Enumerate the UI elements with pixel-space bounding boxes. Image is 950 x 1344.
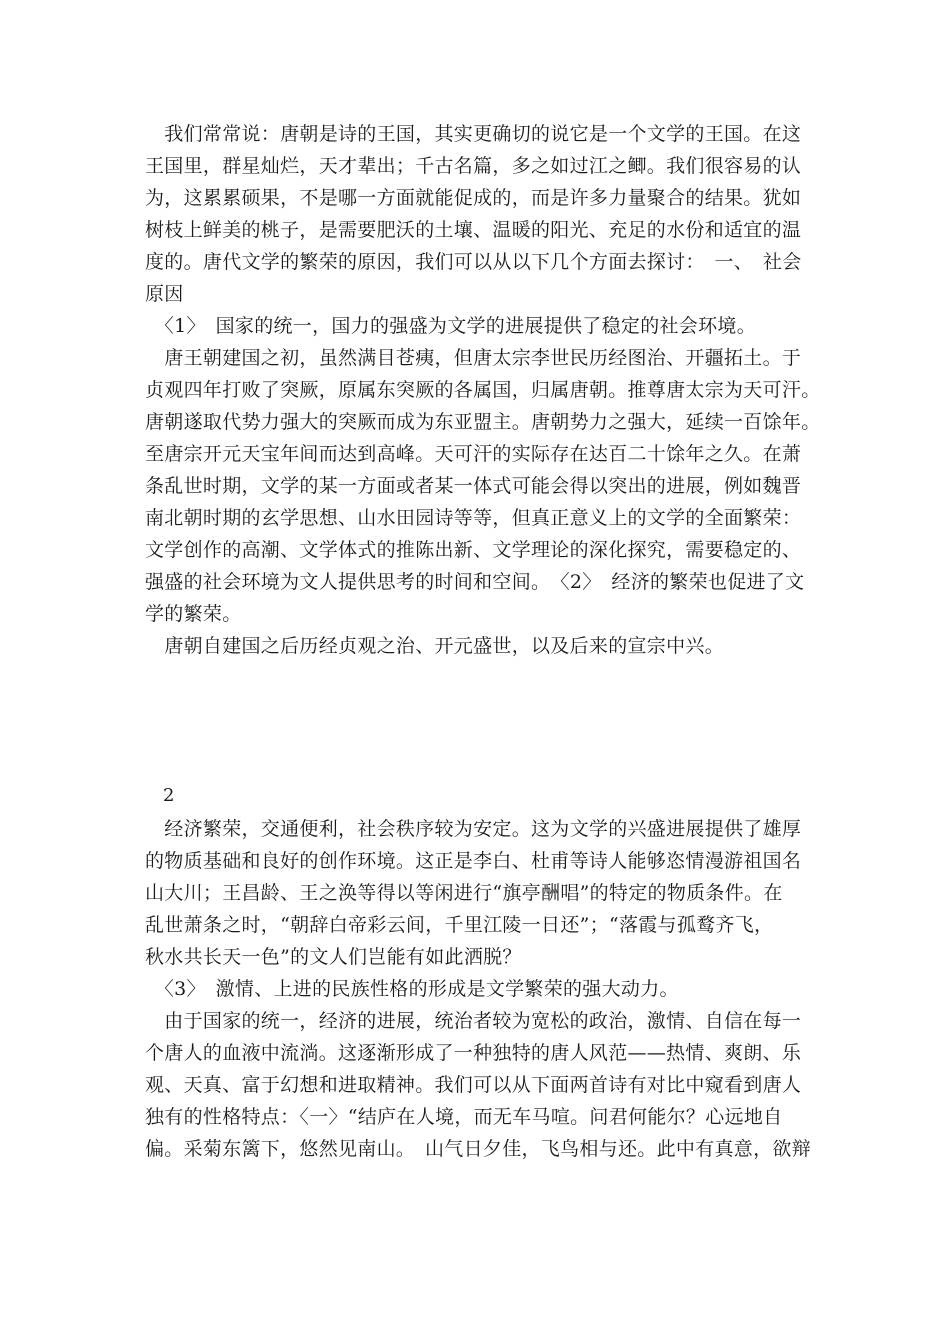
text-line: 树枝上鲜美的桃子，是需要肥沃的土壤、温暖的阳光、充足的水份和适宜的温 [145,219,802,241]
text-line: 唐王朝建国之初，虽然满目苍痍，但唐太宗李世民历经图治、开疆拓土。于 [145,347,802,369]
text-line: 〈3〉 激情、上进的民族性格的形成是文学繁荣的强大动力。 [145,978,679,1000]
text-line: 〈1〉 国家的统一，国力的强盛为文学的进展提供了稳定的社会环境。 [145,315,756,337]
text-line: 王国里，群星灿烂，天才辈出；千古名篇，多之如过江之鲫。我们很容易的认 [145,155,802,177]
text-line: 由于国家的统一，经济的进展，统治者较为宽松的政治，激情、自信在每一 [145,1010,802,1032]
text-line: 个唐人的血液中流淌。这逐渐形成了一种独特的唐人风范——热情、爽朗、乐 [145,1042,802,1064]
text-line: 经济繁荣，交通便利，社会秩序较为安定。这为文学的兴盛进展提供了雄厚 [145,818,802,840]
text-line: 秋水共长天一色”的文人们岂能有如此洒脱？ [145,946,522,968]
text-line: 山大川；王昌龄、王之涣等得以等闲进行“旗亭酬唱”的特定的物质条件。在 [145,882,783,904]
text-line: 独有的性格特点：〈一〉“结庐在人境，而无车马喧。问君何能尔？心远地自 [145,1106,783,1128]
body-text-section-1 [145,118,825,662]
text-line: 我们常常说：唐朝是诗的王国，其实更确切的说它是一个文学的王国。在这 [145,123,802,145]
text-line: 观、天真、富于幻想和进取精神。我们可以从下面两首诗有对比中窥看到唐人 [145,1074,802,1096]
text-line: 的物质基础和良好的创作环境。这正是李白、杜甫等诗人能够恣情漫游祖国名 [145,850,802,872]
text-line: 文学创作的高潮、文学体式的推陈出新、文学理论的深化探究，需要稳定的、 [145,539,802,561]
text-line: 条乱世时期，文学的某一方面或者某一体式可能会得以突出的进展，例如魏晋 [145,475,802,497]
text-line: 强盛的社会环境为文人提供思考的时间和空间。 〈2〉 经济的繁荣也促进了文 [145,571,805,593]
body-text-section-2 [145,813,825,1165]
text-line: 唐朝自建国之后历经贞观之治、开元盛世，以及后来的宣宗中兴。 [145,635,725,657]
text-line: 为，这累累硕果，不是哪一方面就能促成的，而是许多力量聚合的结果。犹如 [145,187,802,209]
text-line: 乱世萧条之时，“朝辞白帝彩云间，千里江陵一日还”；“落霞与孤鹜齐飞， [145,914,774,936]
text-line: 南北朝时期的玄学思想、山水田园诗等等，但真正意义上的文学的全面繁荣： [145,507,802,529]
text-line: 度的。唐代文学的繁荣的原因，我们可以从以下几个方面去探讨： 一、 社会 [145,251,802,273]
page-number: 2 [163,785,175,806]
text-line: 唐朝遂取代势力强大的突厥而成为东亚盟主。唐朝势力之强大，延续一百馀年。 [145,411,821,433]
text-line: 原因 [145,283,184,305]
text-line: 偏。采菊东篱下，悠然见南山。 山气日夕佳，飞鸟相与还。此中有真意，欲辩 [145,1138,812,1160]
text-line: 至唐宗开元天宝年间而达到高峰。天可汗的实际存在达百二十馀年之久。在萧 [145,443,802,465]
text-line: 学的繁荣。 [145,603,242,625]
text-line: 贞观四年打败了突厥，原属东突厥的各属国，归属唐朝。推尊唐太宗为天可汗。 [145,379,821,401]
